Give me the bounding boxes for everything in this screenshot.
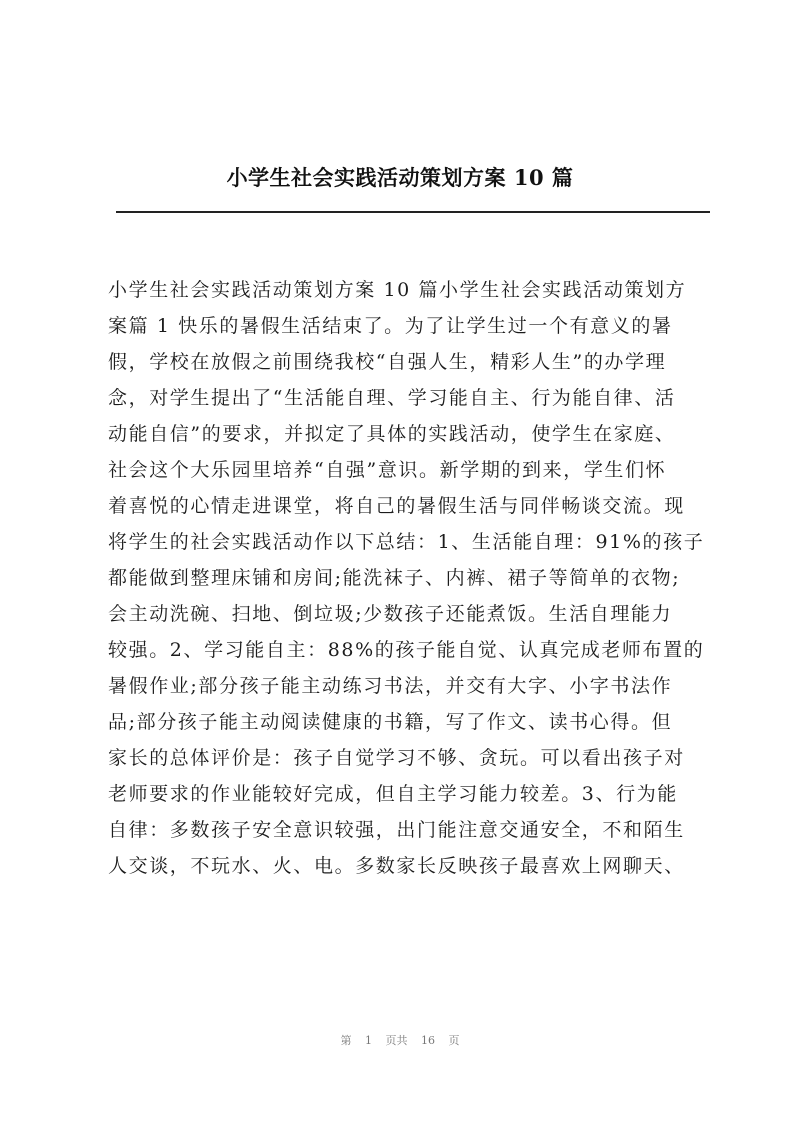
body-line: 会主动洗碗、扫地、倒垃圾;少数孩子还能煮饭。生活自理能力 [108,603,673,625]
body-line: 家长的总体评价是：孩子自觉学习不够、贪玩。可以看出孩子对 [108,747,685,769]
body-line: 将学生的社会实践活动作以下总结：1、生活能自理：91%的孩子 [108,531,705,553]
title-underline [116,211,710,213]
footer-total-pages: 16 [421,1034,435,1047]
footer-current-page: 1 [365,1034,372,1047]
body-line: 假，学校在放假之前围绕我校“自强人生，精彩人生”的办学理 [108,351,667,373]
body-line: 小学生社会实践活动策划方案 10 篇小学生社会实践活动策划方 [108,279,687,301]
body-line: 老师要求的作业能较好完成，但自主学习能力较差。3、行为能 [108,783,678,805]
body-line: 社会这个大乐园里培养“自强”意识。新学期的到来，学生们怀 [108,459,667,481]
body-line: 自律：多数孩子安全意识较强，出门能注意交通安全，不和陌生 [108,819,685,841]
body-line: 人交谈，不玩水、火、电。多数家长反映孩子最喜欢上网聊天、 [108,855,685,877]
body-line: 较强。2、学习能自主：88%的孩子能自觉、认真完成老师布置的 [108,639,705,661]
page-footer [0,1032,800,1048]
body-line: 都能做到整理床铺和房间;能洗袜子、内裤、裙子等简单的衣物; [108,567,681,589]
body-line: 念，对学生提出了“生活能自理、学习能自主、行为能自律、活 [108,387,676,409]
footer-of-label: 页共 [385,1034,408,1047]
body-line: 动能自信”的要求，并拟定了具体的实践活动，使学生在家庭、 [108,423,676,445]
body-line: 案篇 1 快乐的暑假生活结束了。为了让学生过一个有意义的暑 [108,315,673,337]
footer-pages-label: 页 [448,1034,460,1047]
body-line: 着喜悦的心情走进课堂，将自己的暑假生活与同伴畅谈交流。现 [108,495,685,517]
body-line: 品;部分孩子能主动阅读健康的书籍，写了作文、读书心得。但 [108,711,673,733]
document-title: 小学生社会实践活动策划方案 10 篇 [226,165,574,190]
footer-page-label: 第 [340,1034,352,1047]
document-body [108,272,710,884]
body-line: 暑假作业;部分孩子能主动练习书法，并交有大字、小字书法作 [108,675,673,697]
